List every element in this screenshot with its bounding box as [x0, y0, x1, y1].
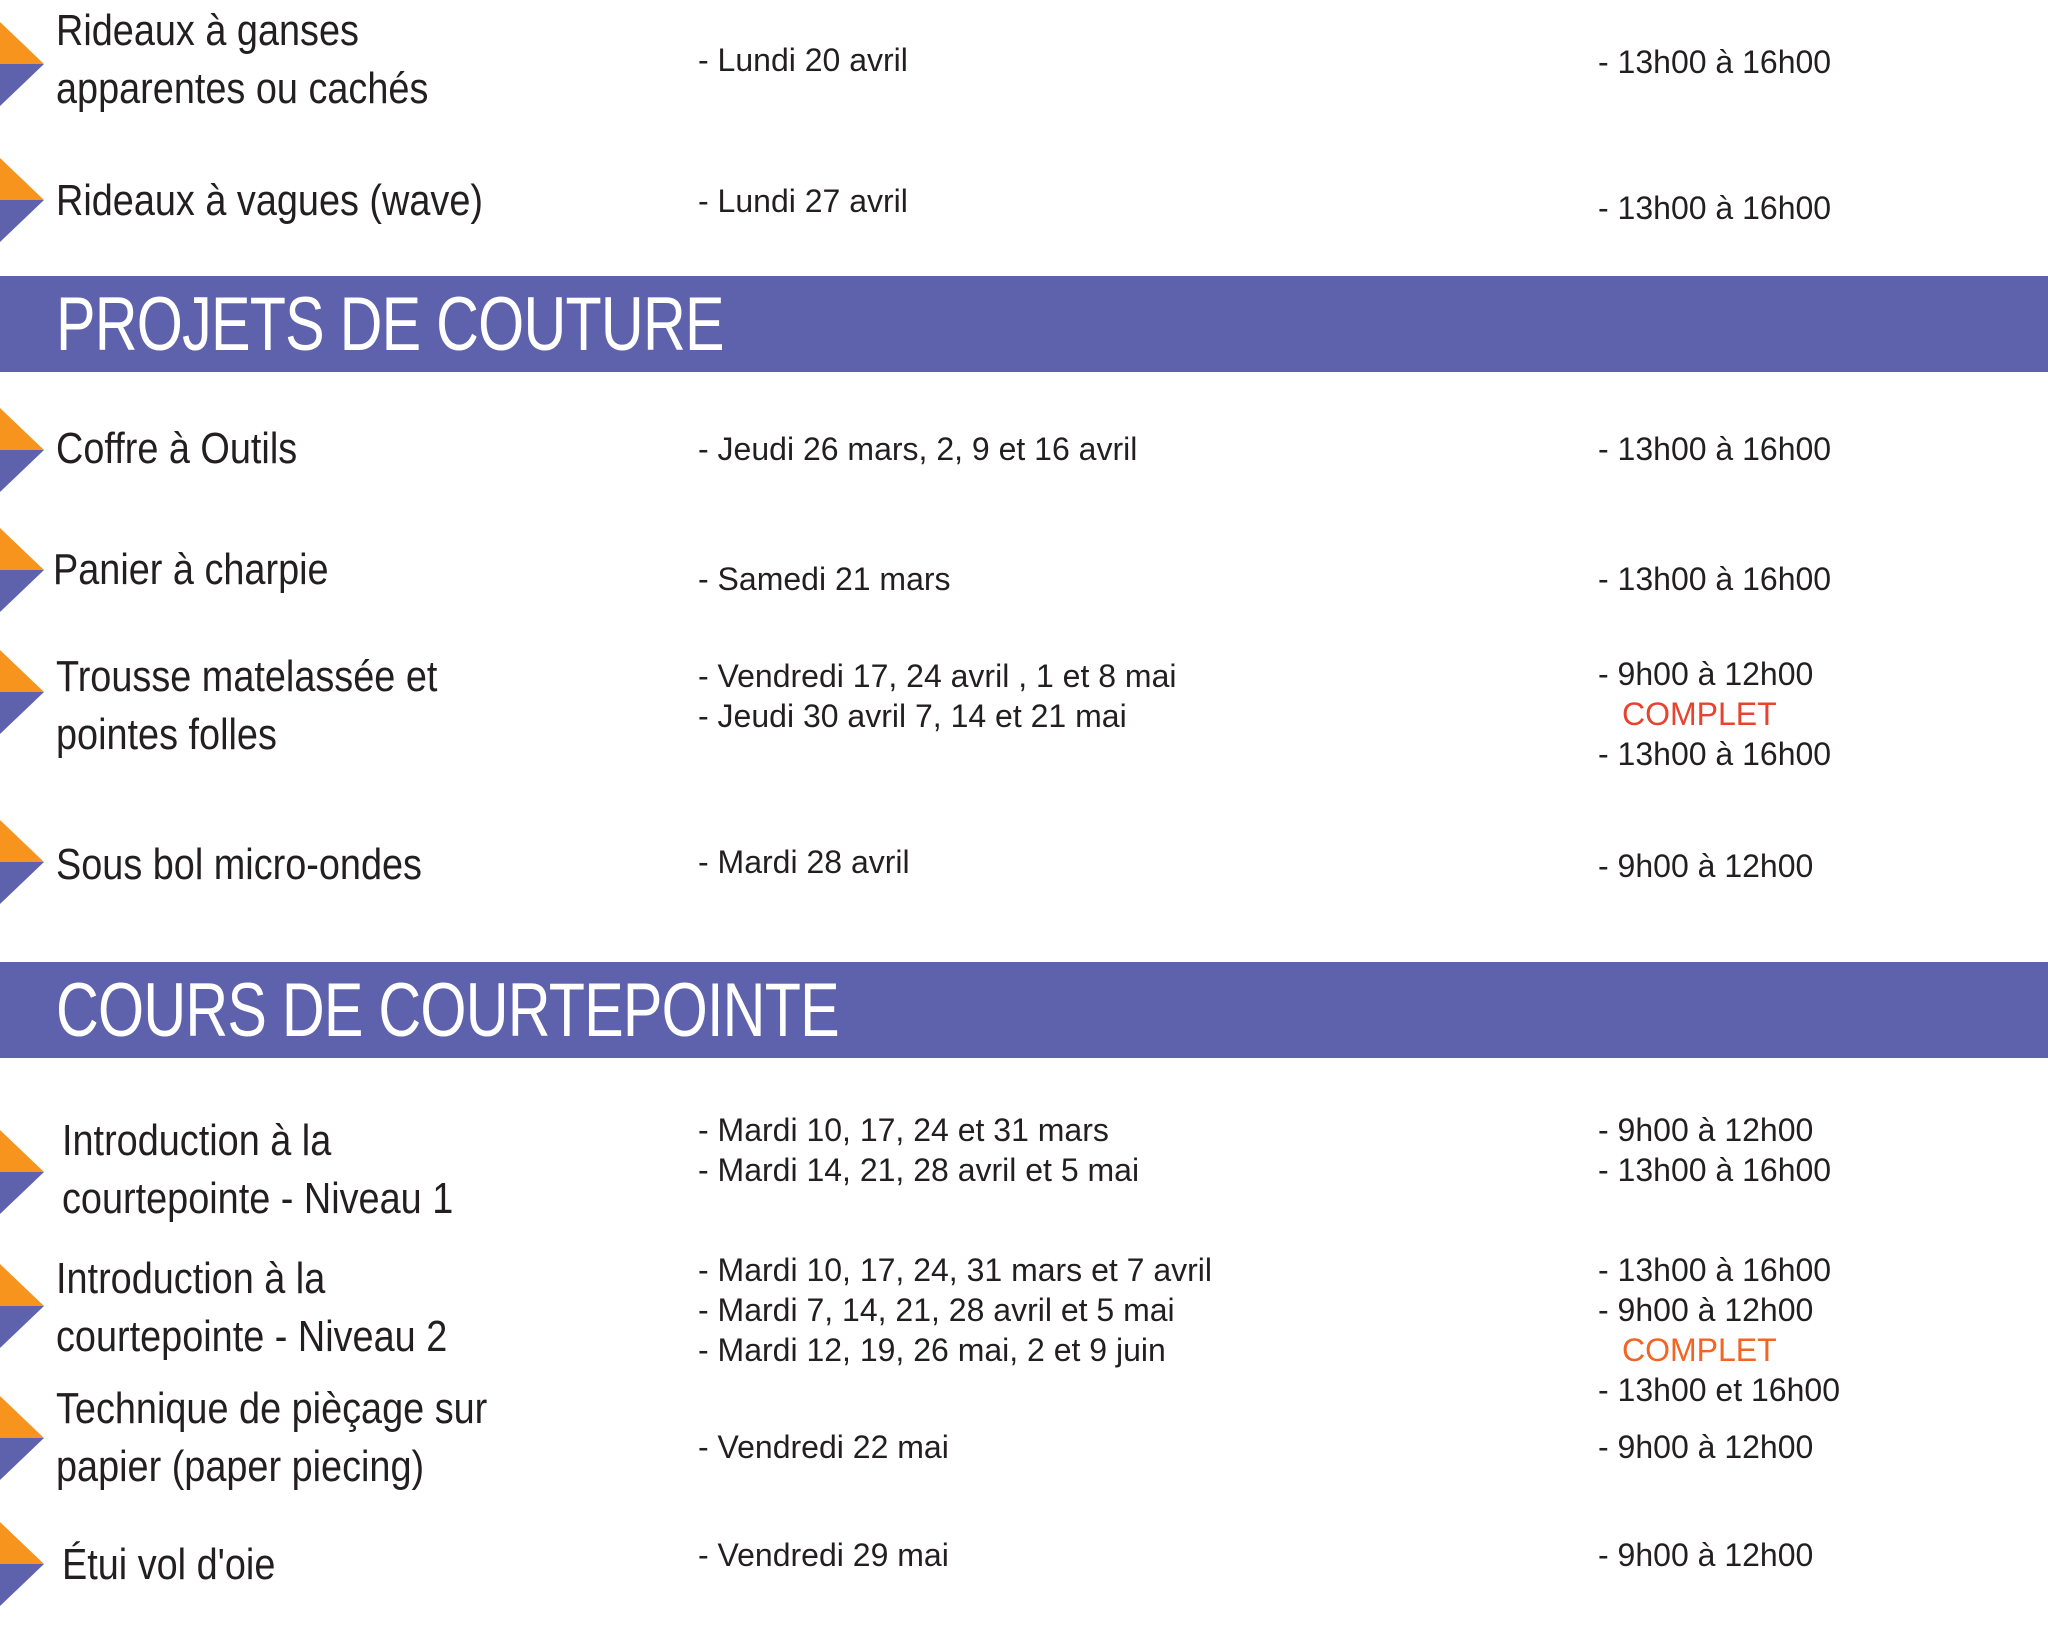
course-dates: - Mardi 10, 17, 24, 31 mars et 7 avril - Mardi 7, 14, 21, 28 avril et 5 mai - Mardi 12, 19, 26 mai, 2 et 9 juin [698, 1252, 1212, 1368]
section-heading: PROJETS DE COUTURE [56, 282, 724, 367]
course-dates: - Mardi 10, 17, 24 et 31 mars - Mardi 14, 21, 28 avril et 5 mai [698, 1112, 1140, 1188]
course-dates: - Jeudi 26 mars, 2, 9 et 16 avril [698, 431, 1138, 467]
course-title: Rideaux à ganses apparentes ou cachés [56, 6, 429, 113]
time-slot: - 9h00 à 12h00 [1598, 656, 1814, 692]
course-title: Panier à charpie [53, 545, 329, 594]
course-dates: - Vendredi 17, 24 avril , 1 et 8 mai - Jeudi 30 avril 7, 14 et 21 mai [698, 658, 1177, 734]
course-dates: - Vendredi 29 mai [698, 1537, 949, 1573]
course-title: Sous bol micro-ondes [56, 840, 422, 889]
course-dates: - Lundi 20 avril [698, 42, 908, 78]
course-title: Technique de pièçage sur papier (paper piecing) [56, 1384, 488, 1491]
course-title: Coffre à Outils [56, 424, 298, 473]
triangle-marker-icon [0, 1130, 44, 1214]
time-slot: - 9h00 à 12h00 [1598, 1292, 1814, 1328]
course-times: - 9h00 à 12h00 [1598, 1429, 1814, 1465]
course-dates: - Samedi 21 mars [698, 561, 951, 597]
course-times: - 13h00 à 16h00 [1598, 190, 1832, 226]
course-title: Rideaux à vagues (wave) [56, 176, 483, 225]
course-title: Introduction à la courtepointe - Niveau 2 [56, 1254, 448, 1361]
course-dates: - Lundi 27 avril [698, 183, 908, 219]
course-dates: - Mardi 28 avril [698, 844, 910, 880]
course-times: - 13h00 à 16h00 [1598, 44, 1832, 80]
triangle-marker-icon [0, 528, 44, 612]
triangle-marker-icon [0, 820, 44, 904]
triangle-marker-icon [0, 408, 44, 492]
triangle-marker-icon [0, 650, 44, 734]
course-times: - 13h00 à 16h00 [1598, 431, 1832, 467]
course-times: - 9h00 à 12h00 - 13h00 à 16h00 [1598, 1112, 1832, 1188]
course-title: Introduction à la courtepointe - Niveau 1 [62, 1116, 454, 1223]
section-heading-band [0, 276, 2048, 372]
course-times: - 9h00 à 12h00 [1598, 1537, 1814, 1573]
triangle-marker-icon [0, 22, 44, 106]
course-times: - 9h00 à 12h00 COMPLET - 13h00 à 16h00 [1598, 656, 1832, 772]
course-title: Trousse matelassée et pointes folles [56, 652, 438, 759]
triangle-marker-icon [0, 1264, 44, 1348]
triangle-marker-icon [0, 1522, 44, 1606]
course-times: - 13h00 à 16h00 [1598, 561, 1832, 597]
section-heading: COURS DE COURTEPOINTE [56, 968, 839, 1053]
triangle-marker-icon [0, 158, 44, 242]
complet-badge: COMPLET [1622, 696, 1777, 732]
triangle-marker-icon [0, 1396, 44, 1480]
course-times: - 9h00 à 12h00 [1598, 848, 1814, 884]
course-times: - 13h00 à 16h00 - 9h00 à 12h00 COMPLET - 13h00 et 16h00 [1598, 1252, 1840, 1408]
section-heading-band [0, 962, 2048, 1058]
complet-badge: COMPLET [1622, 1332, 1777, 1368]
course-dates: - Vendredi 22 mai [698, 1429, 949, 1465]
course-title: Étui vol d'oie [62, 1540, 276, 1589]
